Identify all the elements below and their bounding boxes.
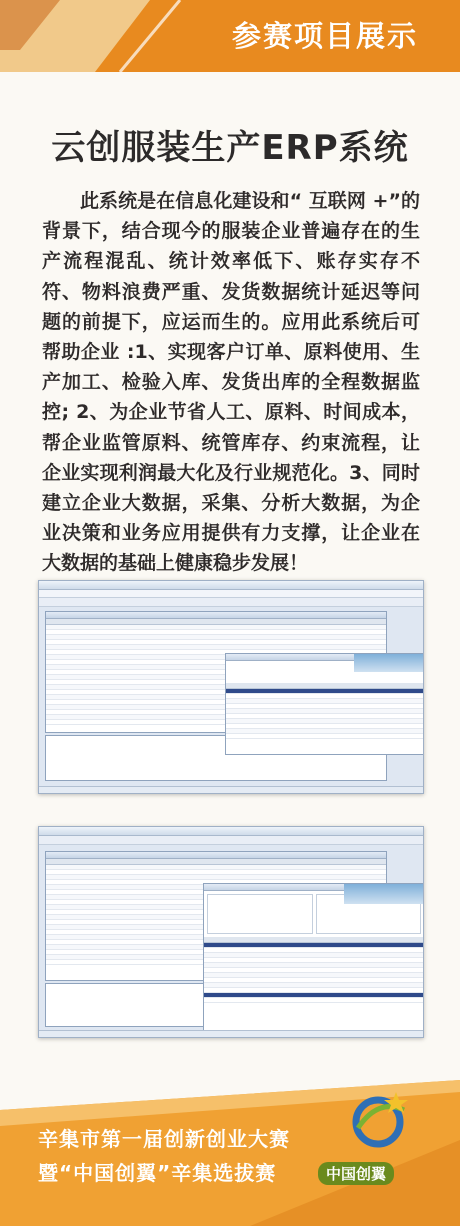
footer-line-2: 暨“中国创翼”辛集选拔赛	[38, 1161, 277, 1185]
outbound-window	[203, 883, 424, 1031]
window-titlebar	[39, 581, 423, 590]
banner-title: 参赛项目展示	[231, 19, 418, 53]
description	[42, 186, 420, 579]
window-titlebar	[39, 827, 423, 836]
window-menubar	[39, 590, 423, 598]
footer-line-1: 辛集市第一届创新创业大赛	[38, 1127, 290, 1151]
inbound-window	[225, 653, 424, 755]
window-toolbar	[39, 598, 423, 607]
status-bar	[39, 786, 423, 793]
window-toolbar	[39, 836, 423, 845]
chuangyi-logo-icon	[348, 1088, 412, 1152]
description-paragraph: 此系统是在信息化建设和“ 互联网 +”的背景下，结合现今的服装企业普遍存在的生产流程混乱、统计效率低下、账存实存不符、物料浪费严重、发货数据统计延迟等问题的前提下，应运而生的。应用此系统后可帮助企业 :1、实现客户订单、原料使用、生产加工、检验入库、发货出库的全程数据监控; 2、为企业节省人工、原料、时间成本，帮企业监管原料、统管库存、约束流程，让企业实现利润最大化及行业规范化。3、同时建立企业大数据，采集、分析大数据，为企业决策和业务应用提供有力支撑，让企业在大数据的基础上健康稳步发展！	[42, 190, 420, 575]
erp-screenshot-1	[38, 580, 424, 794]
status-bar	[39, 1030, 423, 1037]
erp-screenshot-2	[38, 826, 424, 1038]
logo-label: 中国创翼	[318, 1162, 394, 1185]
page-title: 云创服装生产ERP系统	[51, 128, 409, 168]
header-banner	[0, 0, 460, 72]
